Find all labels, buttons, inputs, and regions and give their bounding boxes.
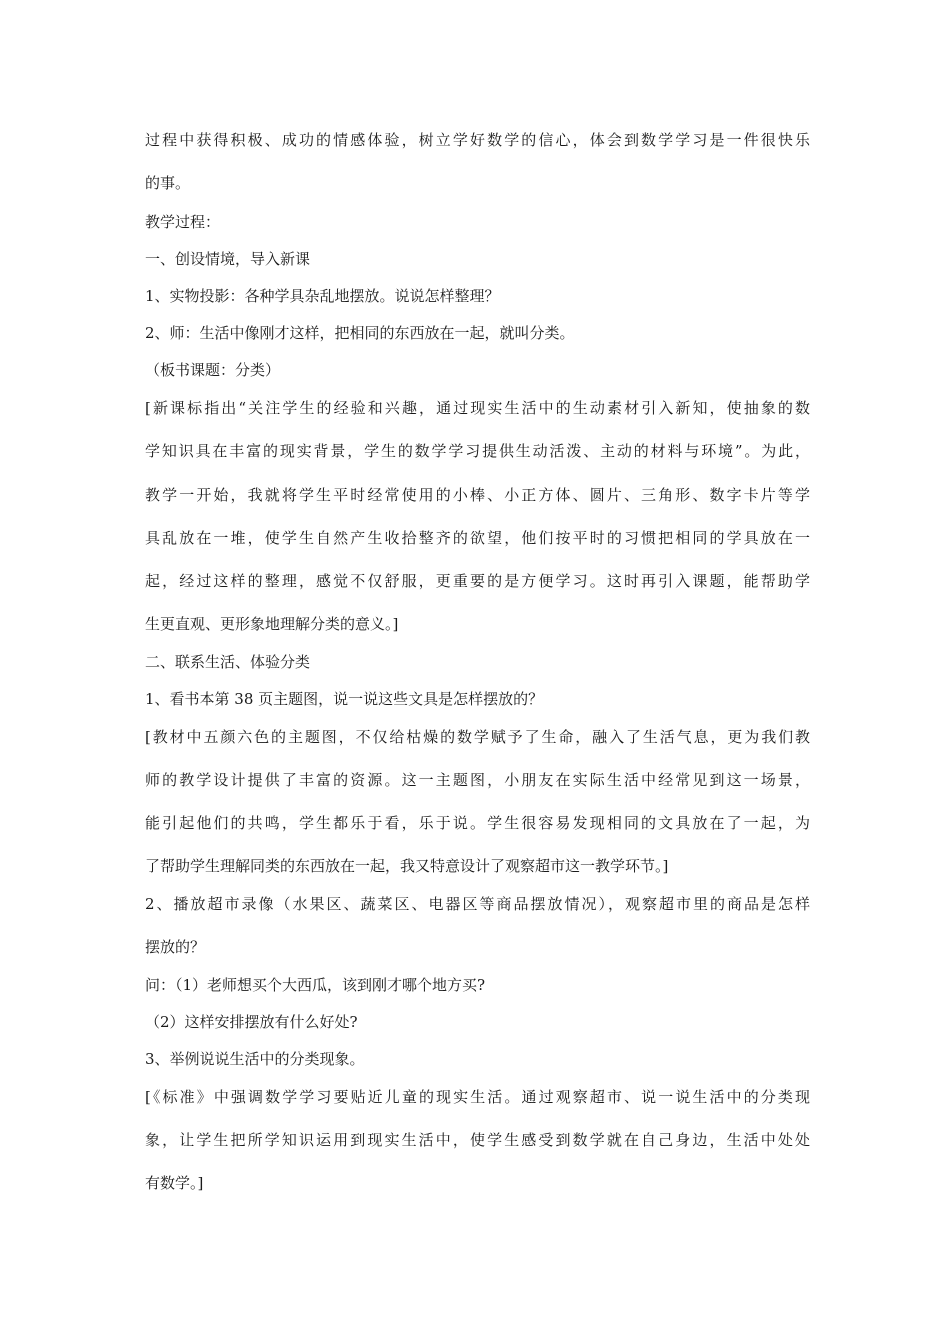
text-line: （板书课题：分类） <box>145 361 281 379</box>
text-line: 师的教学设计提供了丰富的资源。这一主题图，小朋友在实际生活中经常见到这一场景， <box>145 771 810 789</box>
text-line: 教学一开始，我就将学生平时经常使用的小棒、小正方体、圆片、三角形、数字卡片等学 <box>145 486 810 504</box>
text-line: 2、师：生活中像刚才这样，把相同的东西放在一起，就叫分类。 <box>145 324 575 342</box>
text-line: （2）这样安排摆放有什么好处? <box>145 1013 358 1031</box>
text-line: 1、实物投影：各种学具杂乱地摆放。说说怎样整理？ <box>145 287 500 305</box>
text-line: 二、联系生活、体验分类 <box>145 653 311 671</box>
text-line: 过程中获得积极、成功的情感体验，树立学好数学的信心，体会到数学学习是一件很快乐 <box>145 131 810 149</box>
text-line: 学知识具在丰富的现实背景，学生的数学学习提供生动活泼、主动的材料与环境”。为此， <box>145 442 810 460</box>
text-line: 摆放的？ <box>145 938 206 956</box>
text-line: 1、看书本第 38 页主题图，说一说这些文具是怎样摆放的？ <box>145 690 544 708</box>
text-line: 了帮助学生理解同类的东西放在一起，我又特意设计了观察超市这一教学环节。] <box>145 857 669 875</box>
text-line: 能引起他们的共鸣，学生都乐于看，乐于说。学生很容易发现相同的文具放在了一起，为 <box>145 814 810 832</box>
text-line: 起，经过这样的整理，感觉不仅舒服，更重要的是方便学习。这时再引入课题，能帮助学 <box>145 572 810 590</box>
text-line: 具乱放在一堆，使学生自然产生收拾整齐的欲望，他们按平时的习惯把相同的学具放在一 <box>145 529 810 547</box>
text-line: 2、播放超市录像（水果区、蔬菜区、电器区等商品摆放情况），观察超市里的商品是怎样 <box>145 895 810 913</box>
text-line: 问：（1）老师想买个大西瓜，该到刚才哪个地方买? <box>145 976 486 994</box>
text-line: 生更直观、更形象地理解分类的意义。] <box>145 615 399 633</box>
text-line: [《标准》中强调数学学习要贴近儿童的现实生活。通过观察超市、说一说生活中的分类现 <box>145 1088 810 1106</box>
text-line: 一、创设情境，导入新课 <box>145 250 311 268</box>
text-line: 教学过程： <box>145 213 221 231</box>
text-line: [教材中五颜六色的主题图，不仅给枯燥的数学赋予了生命，融入了生活气息，更为我们教 <box>145 728 810 746</box>
text-line: 3、举例说说生活中的分类现象。 <box>145 1050 365 1068</box>
text-line: 的事。 <box>145 174 191 192</box>
text-line: 象，让学生把所学知识运用到现实生活中，使学生感受到数学就在自己身边，生活中处处 <box>145 1131 810 1149</box>
text-line: [新课标指出“关注学生的经验和兴趣，通过现实生活中的生动素材引入新知，使抽象的数 <box>145 399 810 417</box>
text-line: 有数学。] <box>145 1174 204 1192</box>
